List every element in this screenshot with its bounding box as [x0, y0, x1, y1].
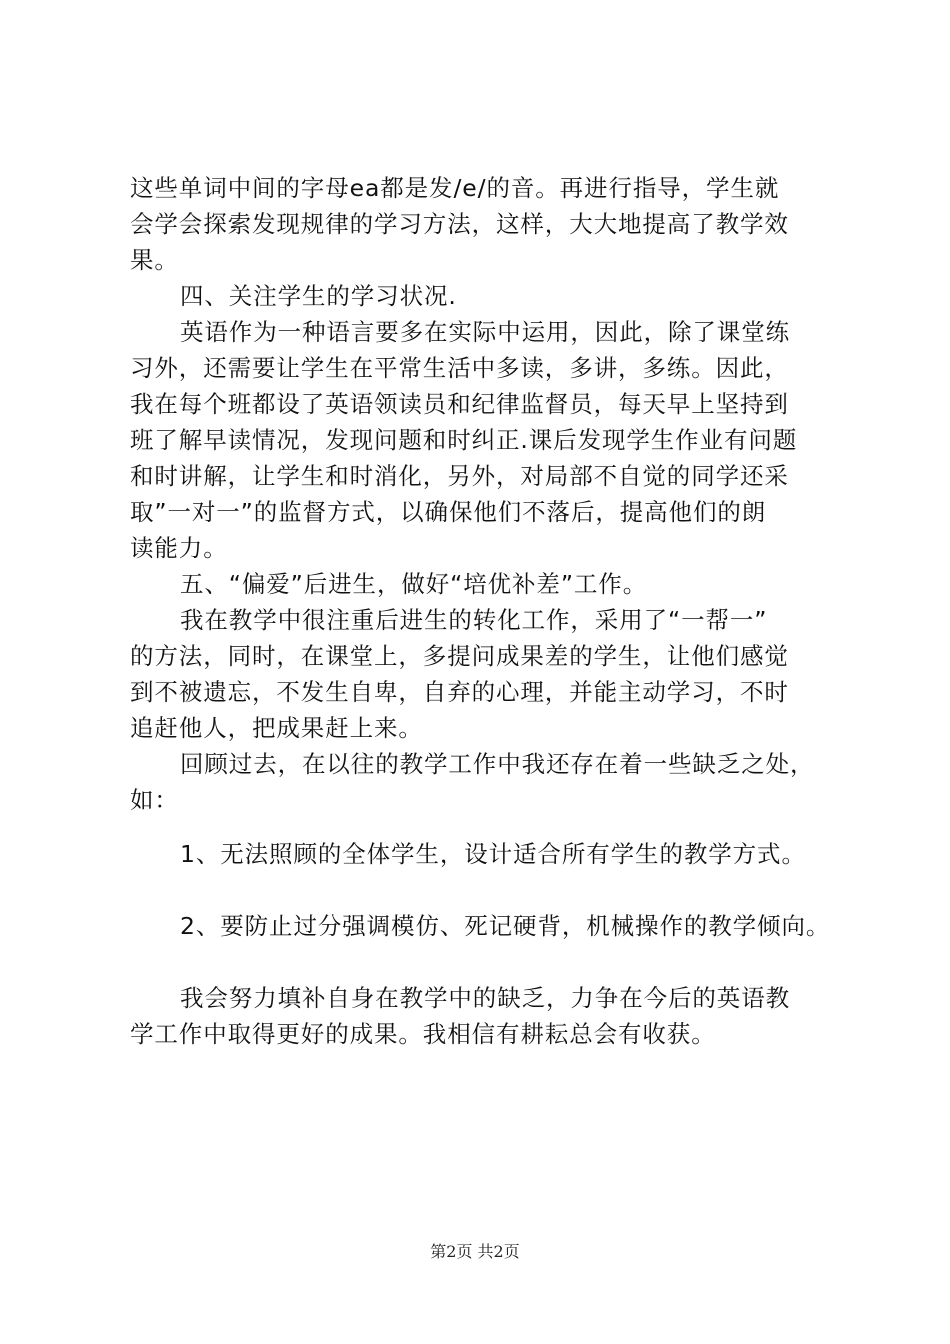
body-text-line: 班了解早读情况，发现问题和时纠正.课后发现学生作业有问题 [130, 426, 798, 454]
body-text-line: 追赶他人，把成果赶上来。 [130, 714, 423, 742]
body-text-line: 会学会探索发现规律的学习方法，这样，大大地提高了教学效 [130, 210, 789, 238]
body-text-line: 和时讲解，让学生和时消化，另外，对局部不自觉的同学还采 [130, 462, 789, 490]
body-text-line: 英语作为一种语言要多在实际中运用，因此，除了课堂练 [180, 318, 790, 346]
body-text-line: 我会努力填补自身在教学中的缺乏，力争在今后的英语教 [180, 984, 790, 1012]
body-text-line: 这些单词中间的字母ea都是发/e/的音。再进行指导，学生就 [130, 174, 780, 202]
body-text-line: 习外，还需要让学生在平常生活中多读，多讲，多练。因此， [130, 354, 789, 382]
body-text-line: 回顾过去，在以往的教学工作中我还存在着一些缺乏之处， [180, 750, 815, 778]
body-text-line: 学工作中取得更好的成果。我相信有耕耘总会有收获。 [130, 1020, 716, 1048]
body-text-line: 到不被遗忘，不发生自卑，自弃的心理，并能主动学习，不时 [130, 678, 789, 706]
body-text-line: 果。 [130, 246, 179, 274]
page-number-footer: 第2页 共2页 [430, 1242, 520, 1261]
list-item: 1、无法照顾的全体学生，设计适合所有学生的教学方式。 [180, 840, 806, 868]
body-text-line: 我在每个班都设了英语领读员和纪律监督员，每天早上坚持到 [130, 390, 789, 418]
section-heading: 四、关注学生的学习状况. [180, 282, 457, 310]
body-text-line: 读能力。 [130, 534, 228, 562]
body-text-line: 的方法，同时，在课堂上，多提问成果差的学生，让他们感觉 [130, 642, 789, 670]
body-text-line: 我在教学中很注重后进生的转化工作，采用了“一帮一” [180, 606, 768, 634]
section-heading: 五、“偏爱”后进生，做好“培优补差”工作。 [180, 570, 648, 598]
list-item: 2、要防止过分强调模仿、死记硬背，机械操作的教学倾向。 [180, 912, 831, 940]
body-text-line: 取”一对一”的监督方式，以确保他们不落后，提高他们的朗 [130, 498, 767, 526]
body-text-line: 如： [130, 786, 179, 814]
